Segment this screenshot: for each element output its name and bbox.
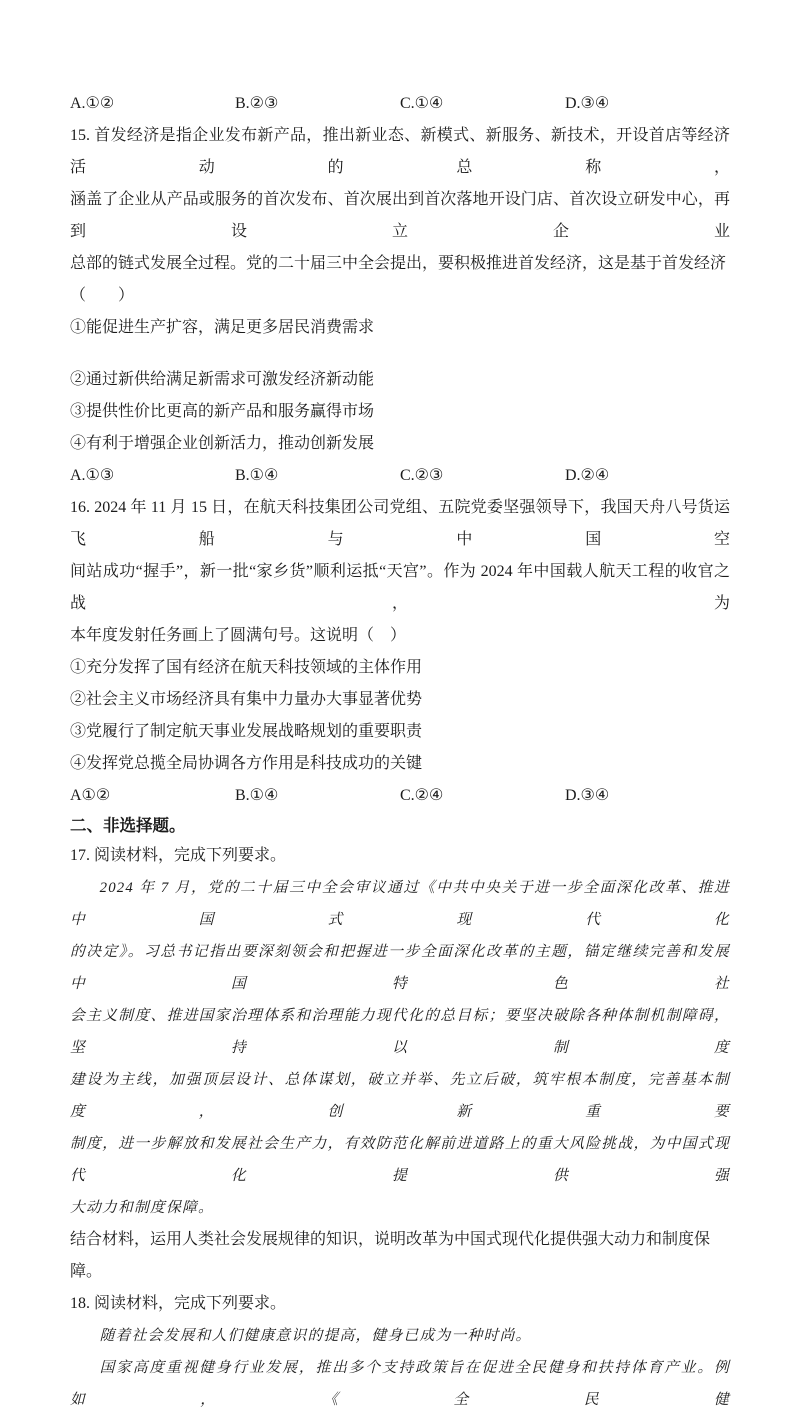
q17-material-line: 建设为主线，加强顶层设计、总体谋划，破立并举、先立后破，筑牢根本制度，完善基本制度，创新重要 [70, 1072, 730, 1120]
q16-stem-line: 间站成功“握手”，新一批“家乡货”顺利运抵“天宫”。作为 2024 年中国载人航天工程的收官之战，为 [70, 563, 730, 612]
q15-option-d: D.②④ [565, 467, 610, 484]
q15-option-b: B.①④ [235, 467, 279, 484]
q16-option-a: A①② [70, 787, 111, 804]
q16-item-3: ③党履行了制定航天事业发展战略规划的重要职责 [70, 723, 423, 740]
q15-option-a: A.①③ [70, 467, 115, 484]
q17-material-line: 会主义制度、推进国家治理体系和治理能力现代化的总目标；要坚决破除各种体制机制障碍，坚持以制度 [70, 1008, 730, 1056]
q15-item-1: ①能促进生产扩容，满足更多居民消费需求 [70, 319, 375, 336]
q15-item-2: ②通过新供给满足新需求可激发经济新动能 [70, 371, 375, 388]
q17-material-line: 制度，进一步解放和发展社会生产力，有效防范化解前进道路上的重大风险挑战，为中国式现代化提供强 [70, 1136, 730, 1184]
q17-material-line: 2024 年 7 月，党的二十届三中全会审议通过《中共中央关于进一步全面深化改革、推进中国式现代化 [70, 880, 730, 928]
q16-option-c: C.②④ [400, 787, 444, 804]
q16-item-1: ①充分发挥了国有经济在航天科技领域的主体作用 [70, 659, 423, 676]
q16-item-4: ④发挥党总揽全局协调各方作用是科技成功的关键 [70, 755, 423, 772]
question-16 [70, 492, 730, 812]
q15-item-4: ④有利于增强企业创新活力，推动创新发展 [70, 435, 375, 452]
q14-option-d: D.③④ [565, 95, 610, 112]
q16-stem-line: 本年度发射任务画上了圆满句号。这说明（ ） [70, 627, 407, 644]
q16-item-2: ②社会主义市场经济具有集中力量办大事显著优势 [70, 691, 423, 708]
q17-material-line: 大动力和制度保障。 [70, 1200, 214, 1216]
q14-option-b: B.②③ [235, 95, 279, 112]
q17-material-line: 的决定》。习总书记指出要深刻领会和把握进一步全面深化改革的主题，锚定继续完善和发展中国特色社 [70, 944, 730, 992]
q16-options-row [70, 780, 730, 812]
q14-option-c: C.①④ [400, 95, 444, 112]
q18-material-line: 国家高度重视健身行业发展，推出多个支持政策旨在促进全民健身和扶持体育产业。例如，《全民健 [70, 1360, 730, 1408]
q15-item-3: ③提供性价比更高的新产品和服务赢得市场 [70, 403, 375, 420]
question-18 [70, 1288, 730, 1416]
section-2-heading: 二、非选择题。 [70, 816, 186, 835]
question-15 [70, 120, 730, 492]
q15-options-row [70, 460, 730, 492]
q16-option-b: B.①④ [235, 787, 279, 804]
q15-stem-line: 15. 首发经济是指企业发布新产品，推出新业态、新模式、新服务、新技术，开设首店等经济活动的总称， [70, 127, 730, 176]
q18-material-line: 随着社会发展和人们健康意识的提高，健身已成为一种时尚。 [99, 1328, 532, 1344]
q17-task: 结合材料，运用人类社会发展规律的知识，说明改革为中国式现代化提供强大动力和制度保障。 [70, 1231, 711, 1280]
q15-stem-line: 总部的链式发展全过程。党的二十届三中全会提出，要积极推进首发经济，这是基于首发经济（ ） [70, 255, 727, 304]
q18-intro: 18. 阅读材料，完成下列要求。 [70, 1295, 287, 1312]
q17-intro: 17. 阅读材料，完成下列要求。 [70, 847, 287, 864]
q14-options-row [70, 88, 730, 120]
q15-stem-line: 涵盖了企业从产品或服务的首次发布、首次展出到首次落地开设门店、首次设立研发中心，再到设立企业 [70, 191, 730, 240]
q14-option-a: A.①② [70, 95, 115, 112]
q16-stem-line: 16. 2024 年 11 月 15 日，在航天科技集团公司党组、五院党委坚强领导下，我国天舟八号货运飞船与中国空 [70, 499, 730, 548]
q16-option-d: D.③④ [565, 787, 610, 804]
question-17 [70, 840, 730, 1288]
q15-option-c: C.②③ [400, 467, 444, 484]
